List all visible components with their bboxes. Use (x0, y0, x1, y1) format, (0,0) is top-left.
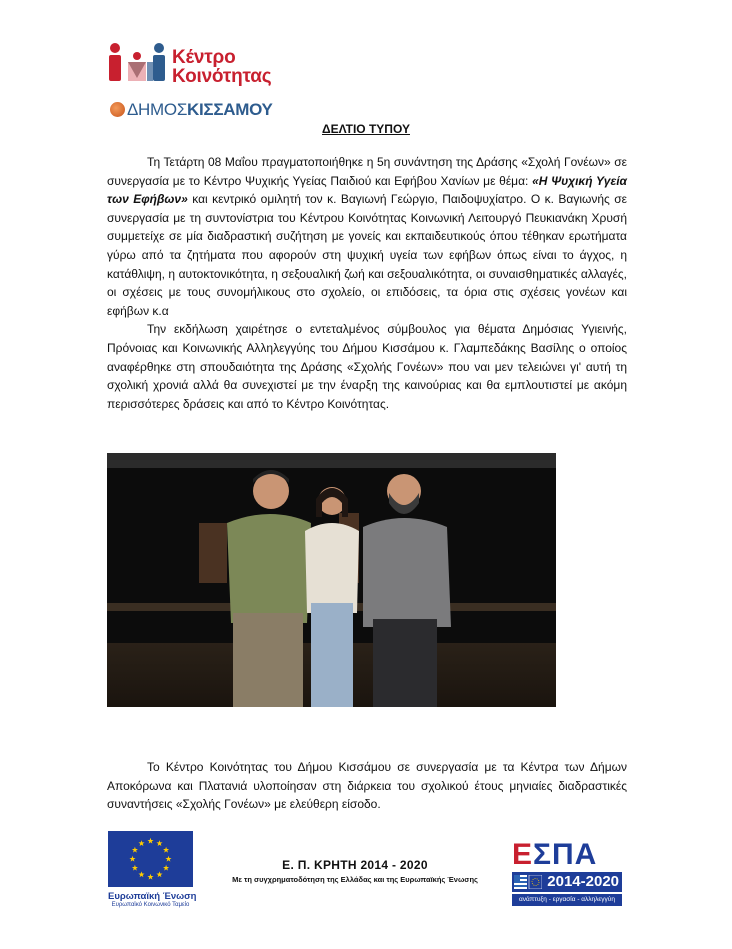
globe-icon (110, 102, 125, 117)
espa-years: 2014-2020 (512, 872, 622, 892)
eu-logo (108, 831, 197, 911)
closing-text (107, 758, 627, 814)
eu-star-icon (138, 871, 144, 877)
program-subtitle: Με τη συγχρηματοδότηση της Ελλάδας και της Ευρωπαϊκής Ένωσης (232, 875, 478, 884)
eu-star-icon (163, 865, 169, 871)
greek-eu-flags-icon (514, 875, 542, 889)
eu-star-icon (156, 871, 162, 877)
municipality-label (110, 100, 273, 120)
eu-star-icon (163, 847, 169, 853)
paragraph-1-part-b: και κεντρικό ομιλητή τον κ. Βαγιωνή Γεώργιο, Παιδοψυχίατρο. Ο κ. Βαγιωνής σε συνεργασία με τη συντονίστρια του Κέντρου Κοινότητας Κοινωνική Λειτουργό Πευκιανάκη Χρυσή συμμετείχε σε μία διαδραστική συζήτηση με γονείς και εκπαιδευτικούς όπου τέθηκαν ερωτήματα γύρω από τα ζητήματα που αφορούν στη ψυχική υγεία των εφήβων όπως είναι το άγχος, η κατάθλιψη, η αυτοκτονικότητα, η σεξουαλική ζωή και σεξουαλικότητα, οι συναισθηματικές αλλαγές, οι σχέσεις με τους συνομήλικους στο σχολείο, οι επιδόσεις, τα όρια στις σχέσεις γονέων και εφήβων κ.α (107, 192, 627, 318)
event-photo (107, 453, 556, 707)
espa-wordmark (512, 838, 597, 872)
eu-star-icon (147, 838, 153, 844)
body-text (107, 153, 627, 413)
municipality-prefix: ΔΗΜΟΣ (127, 100, 188, 119)
eu-star-icon (129, 856, 135, 862)
event-photo-illustration (107, 453, 556, 707)
community-center-logo (106, 42, 296, 120)
press-release-heading: ΔΕΛΤΙΟ ΤΥΠΟΥ (322, 122, 410, 136)
eu-star-icon (138, 840, 144, 846)
program-info (200, 858, 510, 884)
espa-logo (512, 838, 622, 906)
paragraph-2: Την εκδήλωση χαιρέτησε ο εντεταλμένος σύμβουλος για θέματα Δημόσιας Υγιεινής, Πρόνοιας και Κοινωνικής Αλληλεγγύης του Δήμου Κισσάμου κ. Γλαμπεδάκης Βασίλης ο οποίος αναφέρθηκε στη σπουδαιότητα της Δράσης «Σχολής Γονέων» που ναι μεν τελειώνει γι' αυτή τη σχολική χρονιά αλλά θα συνεχιστεί με την έναρξη της καινούριας και θα εμπλουτιστεί με ακόμη περισσότερες δράσεις και από το Κέντρο Κοινότητας. (107, 322, 627, 411)
people-figures-icon (106, 42, 168, 94)
paragraph-1-emphasis: «Η Ψυχική Υγεία των Εφήβων» (107, 173, 627, 207)
eu-star-icon (132, 865, 138, 871)
eu-star-icon (132, 847, 138, 853)
paragraph-1-part-a: Τη Τετάρτη 08 Μαΐου πραγματοποιήθηκε η 5η συνάντηση της Δράσης «Σχολή Γονέων» σε συνεργασία με το Κέντρο Ψυχικής Υγείας Παιδιού και Εφήβου Χανίων με θέμα: (107, 155, 627, 188)
eu-star-icon (147, 874, 153, 880)
espa-first-letter: Ε (512, 838, 534, 871)
eu-flag-icon (108, 831, 193, 887)
logo-title (172, 48, 271, 86)
eu-star-icon (165, 856, 171, 862)
logo-title-line2: Κοινότητας (172, 66, 272, 87)
program-title: Ε. Π. ΚΡΗΤΗ 2014 - 2020 (282, 858, 428, 872)
closing-paragraph: Το Κέντρο Κοινότητας του Δήμου Κισσάμου σε συνεργασία με τα Κέντρα των Δήμων Αποκόρωνα και Πλατανιά υλοποίησαν στη διάρκεια του σχολικού έτους μηνιαίες διαδραστικές συναντήσεις «Σχολής Γονέων» με ελεύθερη είσοδο. (107, 760, 627, 812)
eu-stars-icon (108, 831, 193, 887)
espa-slogan: ανάπτυξη - εργασία - αλληλεγγύη (512, 894, 622, 906)
logo-title-line1: Κέντρο (172, 47, 236, 68)
eu-star-icon (156, 840, 162, 846)
eu-label: Ευρωπαϊκή Ένωση (108, 891, 197, 902)
paragraph-1 (107, 153, 627, 320)
eu-sublabel: Ευρωπαϊκό Κοινωνικό Ταμείο (111, 902, 190, 908)
municipality-name: ΚΙΣΣΑΜΟΥ (187, 100, 273, 119)
espa-rest-letters: ΣΠΑ (533, 838, 598, 871)
